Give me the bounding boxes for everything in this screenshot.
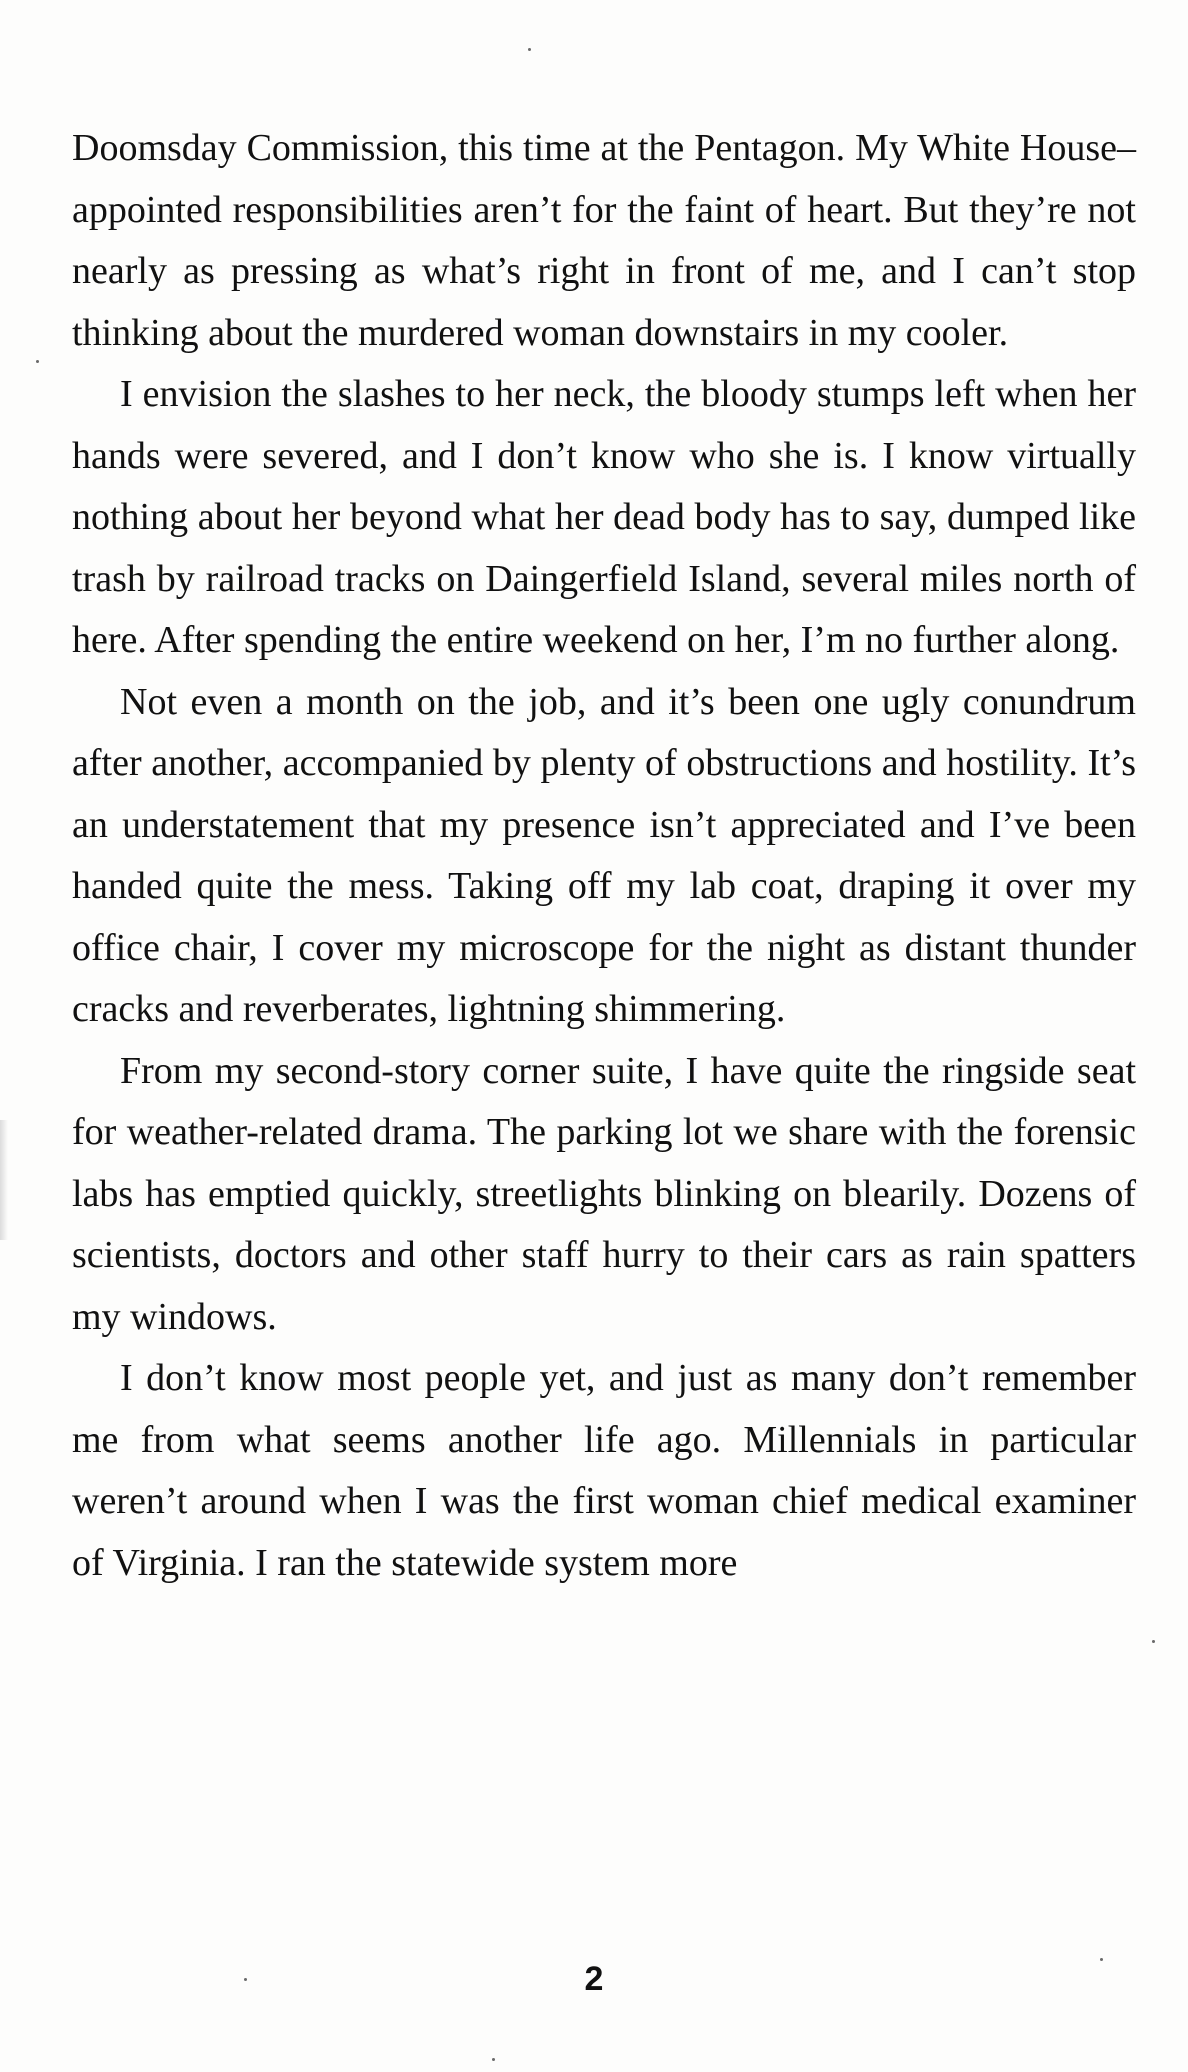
paragraph-4: From my second-story corner suite, I have quite the ringside seat for weather-related drama. The parking lot we share with the forensic labs has emptied quickly, streetlights blinking on blearily. Dozens of scientists, doctors and other staff hurry to their cars as rain spatters my windows. (72, 1049, 1136, 1338)
paper-speck (492, 2058, 495, 2061)
body-text (72, 118, 1136, 1594)
page-number: 2 (584, 1960, 604, 1998)
paper-speck (528, 48, 531, 51)
paper-speck (36, 360, 39, 363)
paper-speck (1152, 1640, 1155, 1643)
paper-speck (244, 1978, 247, 1981)
paper-speck (1100, 1958, 1103, 1961)
page-edge-shadow (0, 1120, 8, 1240)
paragraph-5: I don’t know most people yet, and just as many don’t remember me from what seems another life ago. Millennials in particular weren’t around when I was the first woman chief medical examiner of Virginia. I ran the statewide system more (72, 1357, 1136, 1584)
paragraph-1: Doomsday Commission, this time at the Pentagon. My White House–appointed responsibilities aren’t for the faint of heart. But they’re not nearly as pressing as what’s right in front of me, and I can’t stop thinking about the murdered woman downstairs in my cooler. (72, 127, 1136, 354)
paragraph-2: I envision the slashes to her neck, the bloody stumps left when her hands were severed, and I don’t know who she is. I know virtually nothing about her beyond what her dead body has to say, dumped like trash by railroad tracks on Daingerfield Island, several miles north of here. After spending the entire weekend on her, I’m no further along. (72, 373, 1136, 661)
paragraph-3: Not even a month on the job, and it’s been one ugly conundrum after another, accompanied by plenty of obstructions and hostility. It’s an understatement that my presence isn’t appreciated and I’ve been handed quite the mess. Taking off my lab coat, draping it over my office chair, I cover my microscope for the night as distant thunder cracks and reverberates, lightning shimmering. (72, 680, 1136, 1030)
